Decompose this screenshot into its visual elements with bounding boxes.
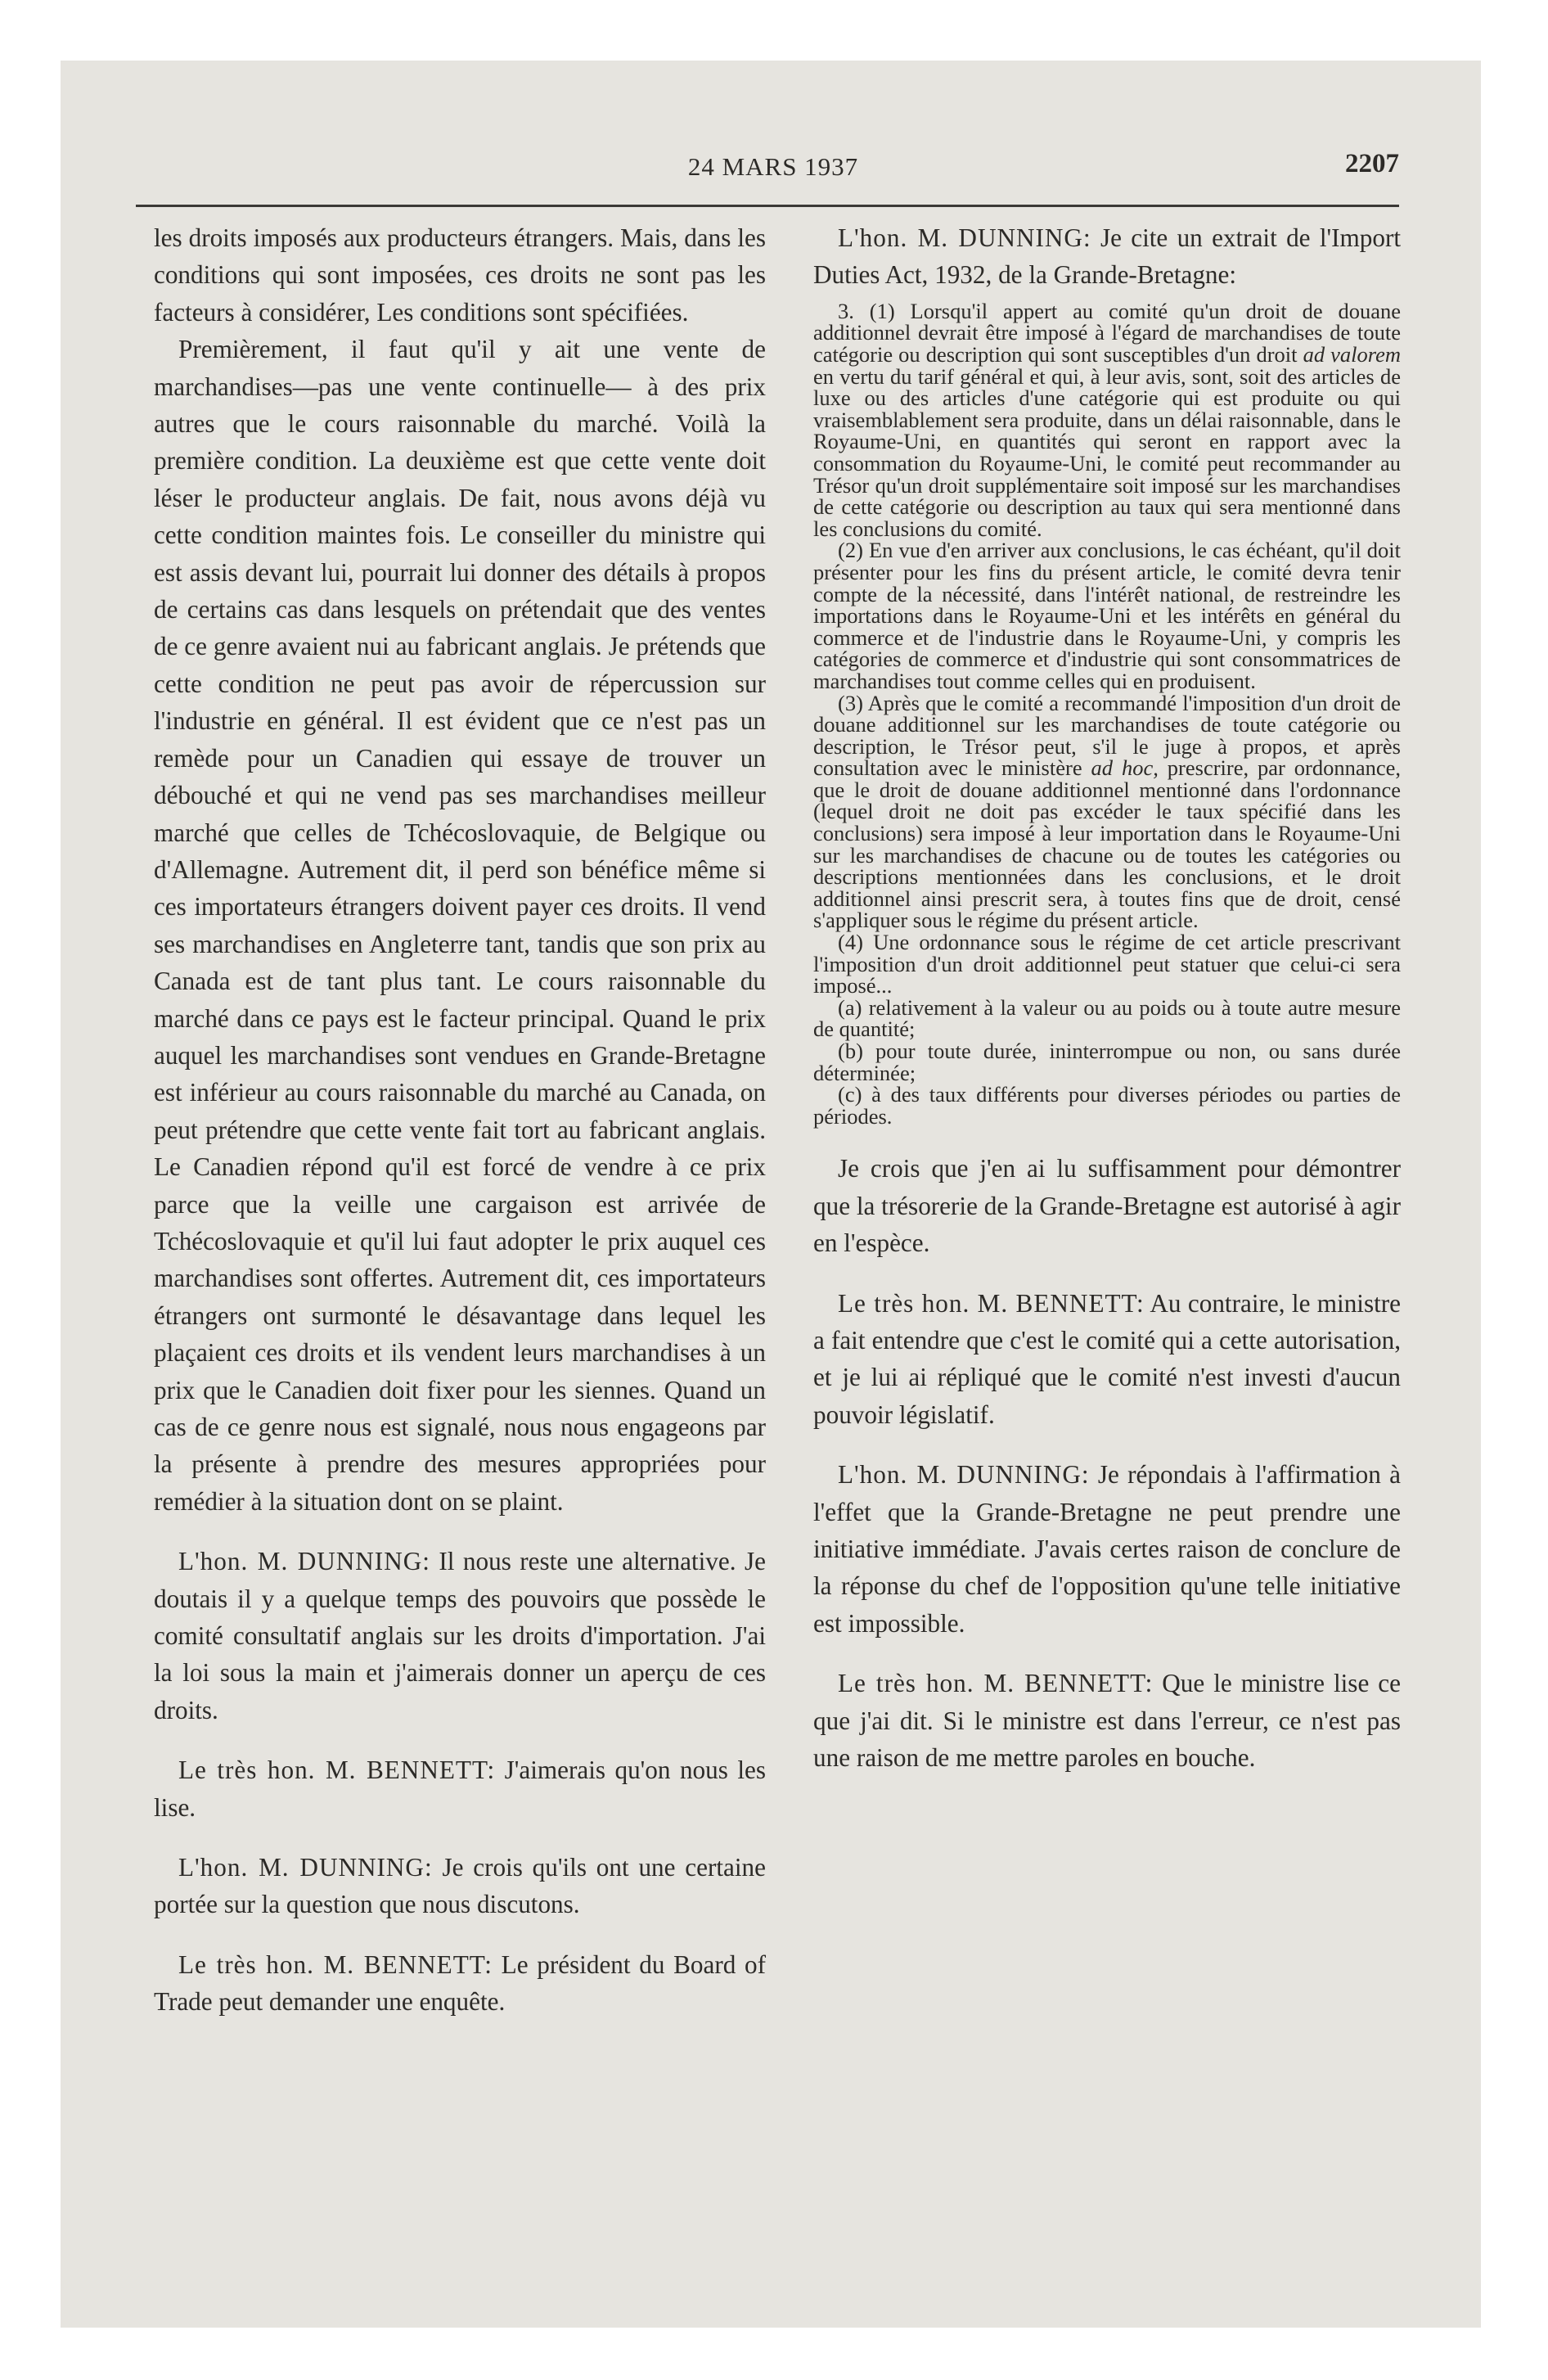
speaker-name: L'hon. M. DUNNING: (838, 1460, 1090, 1490)
quote-item: (a) relativement à la valeur ou au poids ou à toute autre mesure de quantité; (813, 994, 1401, 1042)
paragraph (813, 219, 1401, 294)
quote-text: prescrire, par ordonnance, que le droit de douane additionnel mentionné dans l'ordonnance (lequel droit ne doit pas excéder le taux spécifié dans les conclusions) sera imposé à leur importation dans le Royaume-Uni sur les marchandises de chacune ou de toutes les catégories ou descriptions mentionnées dans les conclusions, et le droit additionnel ainsi prescrit sera, à toutes fins que de droit, censé s'appliquer sous le régime du présent article. (813, 755, 1402, 933)
page-header (147, 149, 1399, 198)
speaker-name: Le très hon. M. BENNETT: (178, 1950, 493, 1979)
quote-item: (c) à des taux différents pour diverses périodes ou parties de périodes. (813, 1082, 1401, 1129)
speech-text: Que le ministre lise ce que j'ai dit. Si le ministre est dans l'erreur, ce n'est pas une raison de me mettre paroles en bouche. (813, 1669, 1401, 1773)
quote-paragraph (813, 692, 1401, 932)
speech-text: Je répondais à l'affirmation à l'effet que la Grande-Bretagne ne peut prendre une initiative immédiate. J'avais certes raison de conclure de la réponse du chef de l'opposition qu'une telle initiative est impossible. (813, 1460, 1402, 1638)
paragraph (154, 1543, 766, 1729)
quote-text: 3. (1) Lorsqu'il appert au comité qu'un droit de douane additionnel devrait être imposé à l'égard de marchandises de toute catégorie ou description qui sont susceptibles d'un droit (813, 298, 1401, 367)
speech-text: Je crois qu'ils ont une certaine portée sur la question que nous discutons. (154, 1853, 766, 1919)
paragraph: Je crois que j'en ai lu suffisamment pour démontrer que la trésorerie de la Grande-Bretagne est autorisé à agir en l'espèce. (813, 1154, 1401, 1258)
paragraph (154, 1849, 766, 1923)
quote-paragraph (813, 300, 1401, 540)
paragraph (813, 1456, 1401, 1642)
speaker-name: L'hon. M. DUNNING: (838, 223, 1091, 252)
statute-quote (813, 300, 1401, 1128)
paragraph (813, 1665, 1401, 1776)
header-date: 24 MARS 1937 (687, 152, 859, 181)
quote-italic: ad valorem (1303, 342, 1401, 367)
quote-paragraph: (4) Une ordonnance sous le régime de cet article prescrivant l'imposition d'un droit additionnel peut statuer que celui-ci sera imposé... (813, 930, 1401, 998)
page-number: 2207 (1345, 149, 1399, 178)
speech-text: Je cite un extrait de l'Import Duties Act, 1932, de la Grande-Bretagne: (813, 223, 1401, 290)
speech-text: Le président du Board of Trade peut demander une enquête. (154, 1950, 766, 2017)
speech-text: J'aimerais qu'on nous les lise. (154, 1756, 767, 1822)
quote-text: (3) Après que le comité a recommandé l'imposition d'un droit de douane additionnel sur les marchandises de toute catégorie ou description, le Trésor peut, s'il le juge à propos, et après consultation avec le ministère (813, 690, 1401, 781)
speech-text: Au contraire, le ministre a fait entendre que c'est le comité qui a cette autorisation, et je lui ai répliqué que le comité n'est investi d'aucun pouvoir législatif. (813, 1288, 1402, 1429)
speaker-name: Le très hon. M. BENNETT: (838, 1288, 1145, 1318)
speaker-name: L'hon. M. DUNNING: (178, 1547, 430, 1576)
left-column (154, 219, 766, 2021)
paragraph (813, 1285, 1401, 1434)
right-column (813, 219, 1401, 1776)
paragraph (154, 1751, 766, 1826)
quote-paragraph: (2) En vue d'en arriver aux conclusions, le cas échéant, qu'il doit présenter pour les fins du présent article, le comité devra tenir compte de la nécessité, dans l'intérêt national, de restreindre les importations dans le Royaume-Uni et les intérêts en général du commerce et de l'industrie dans le Royaume-Uni, y compris les catégories de commerce et d'industrie qui sont consommatrices de marchandises tout comme celles qui en produisent. (813, 538, 1401, 693)
paragraph (154, 1946, 766, 2021)
quote-italic: ad hoc, (1091, 755, 1159, 781)
paragraph: Premièrement, il faut qu'il y ait une vente de marchandises—pas une vente continuelle— à des prix autres que le cours raisonnable du marché. Voilà la première condition. La deuxième est que cette vente doit léser le producteur anglais. De fait, nous avons déjà vu cette condition maintes fois. Le conseiller du ministre qui est assis devant lui, pourrait lui donner des détails à propos de certains cas dans lesquels on prétendait que des ventes de ce genre avaient nui au fabricant anglais. Je prétends que cette condition ne peut pas avoir de répercussion sur l'industrie en général. Il est évident que ce n'est pas un remède pour un Canadien qui essaye de trouver un débouché et qui ne vend pas ses marchandises meilleur marché que celles de Tchécoslovaquie, de Belgique ou d'Allemagne. Autrement dit, il perd son bénéfice même si ces importateurs étrangers doivent payer ces droits. Il vend ses marchandises en Angleterre tant, tandis que son prix au Canada est de tant plus tant. Le cours raisonnable du marché dans ce pays est le facteur principal. Quand le prix auquel les marchandises sont vendues en Grande-Bretagne est inférieur au cours raisonnable du marché au Canada, on peut prétendre que cette vente fait tort au fabricant anglais. Le Canadien répond qu'il est forcé de vendre à ce prix parce que la veille une cargaison est arrivée de Tchécoslovaquie et qu'il lui faut adopter le prix auquel ces marchandises sont offertes. Autrement dit, ces importateurs étrangers ont surmonté le désavantage dans lequel les plaçaient ces droits et ils vendent leurs marchandises à un prix que le Canadien doit fixer pour les siennes. Quand un cas de ce genre nous est signalé, nous nous engageons par la présente à prendre des mesures appropriées pour remédier à la situation dont on se plaint. (154, 335, 766, 1516)
speaker-name: Le très hon. M. BENNETT: (178, 1756, 496, 1785)
speech-text: Il nous reste une alternative. Je doutais il y a quelque temps des pouvoirs que possède le comité consultatif anglais sur les droits d'importation. J'ai la loi sous la main et j'aimerais donner un aperçu de ces droits. (154, 1547, 766, 1724)
speaker-name: L'hon. M. DUNNING: (178, 1853, 433, 1882)
paragraph: les droits imposés aux producteurs étrangers. Mais, dans les conditions qui sont imposées, ces droits ne sont pas les facteurs à considérer, Les conditions sont spécifiées. (154, 223, 766, 327)
quote-item: (b) pour toute durée, ininterrompue ou non, ou sans durée déterminée; (813, 1039, 1401, 1085)
quote-text: en vertu du tarif général et qui, à leur avis, sont, soit des articles de luxe ou des articles d'une catégorie qui est produite ou qui vraisemblablement sera produite, dans un délai raisonnable, dans le Royaume-Uni, en quantités qui seront en rapport avec la consommation du Royaume-Uni, le comité peut recommander au Trésor qu'un droit supplémentaire soit imposé sur les marchandises de cette catégorie ou description au taux qui sera mentionné dans les conclusions du comité. (813, 363, 1401, 541)
header-rule (136, 205, 1399, 207)
speaker-name: Le très hon. M. BENNETT: (838, 1669, 1154, 1698)
